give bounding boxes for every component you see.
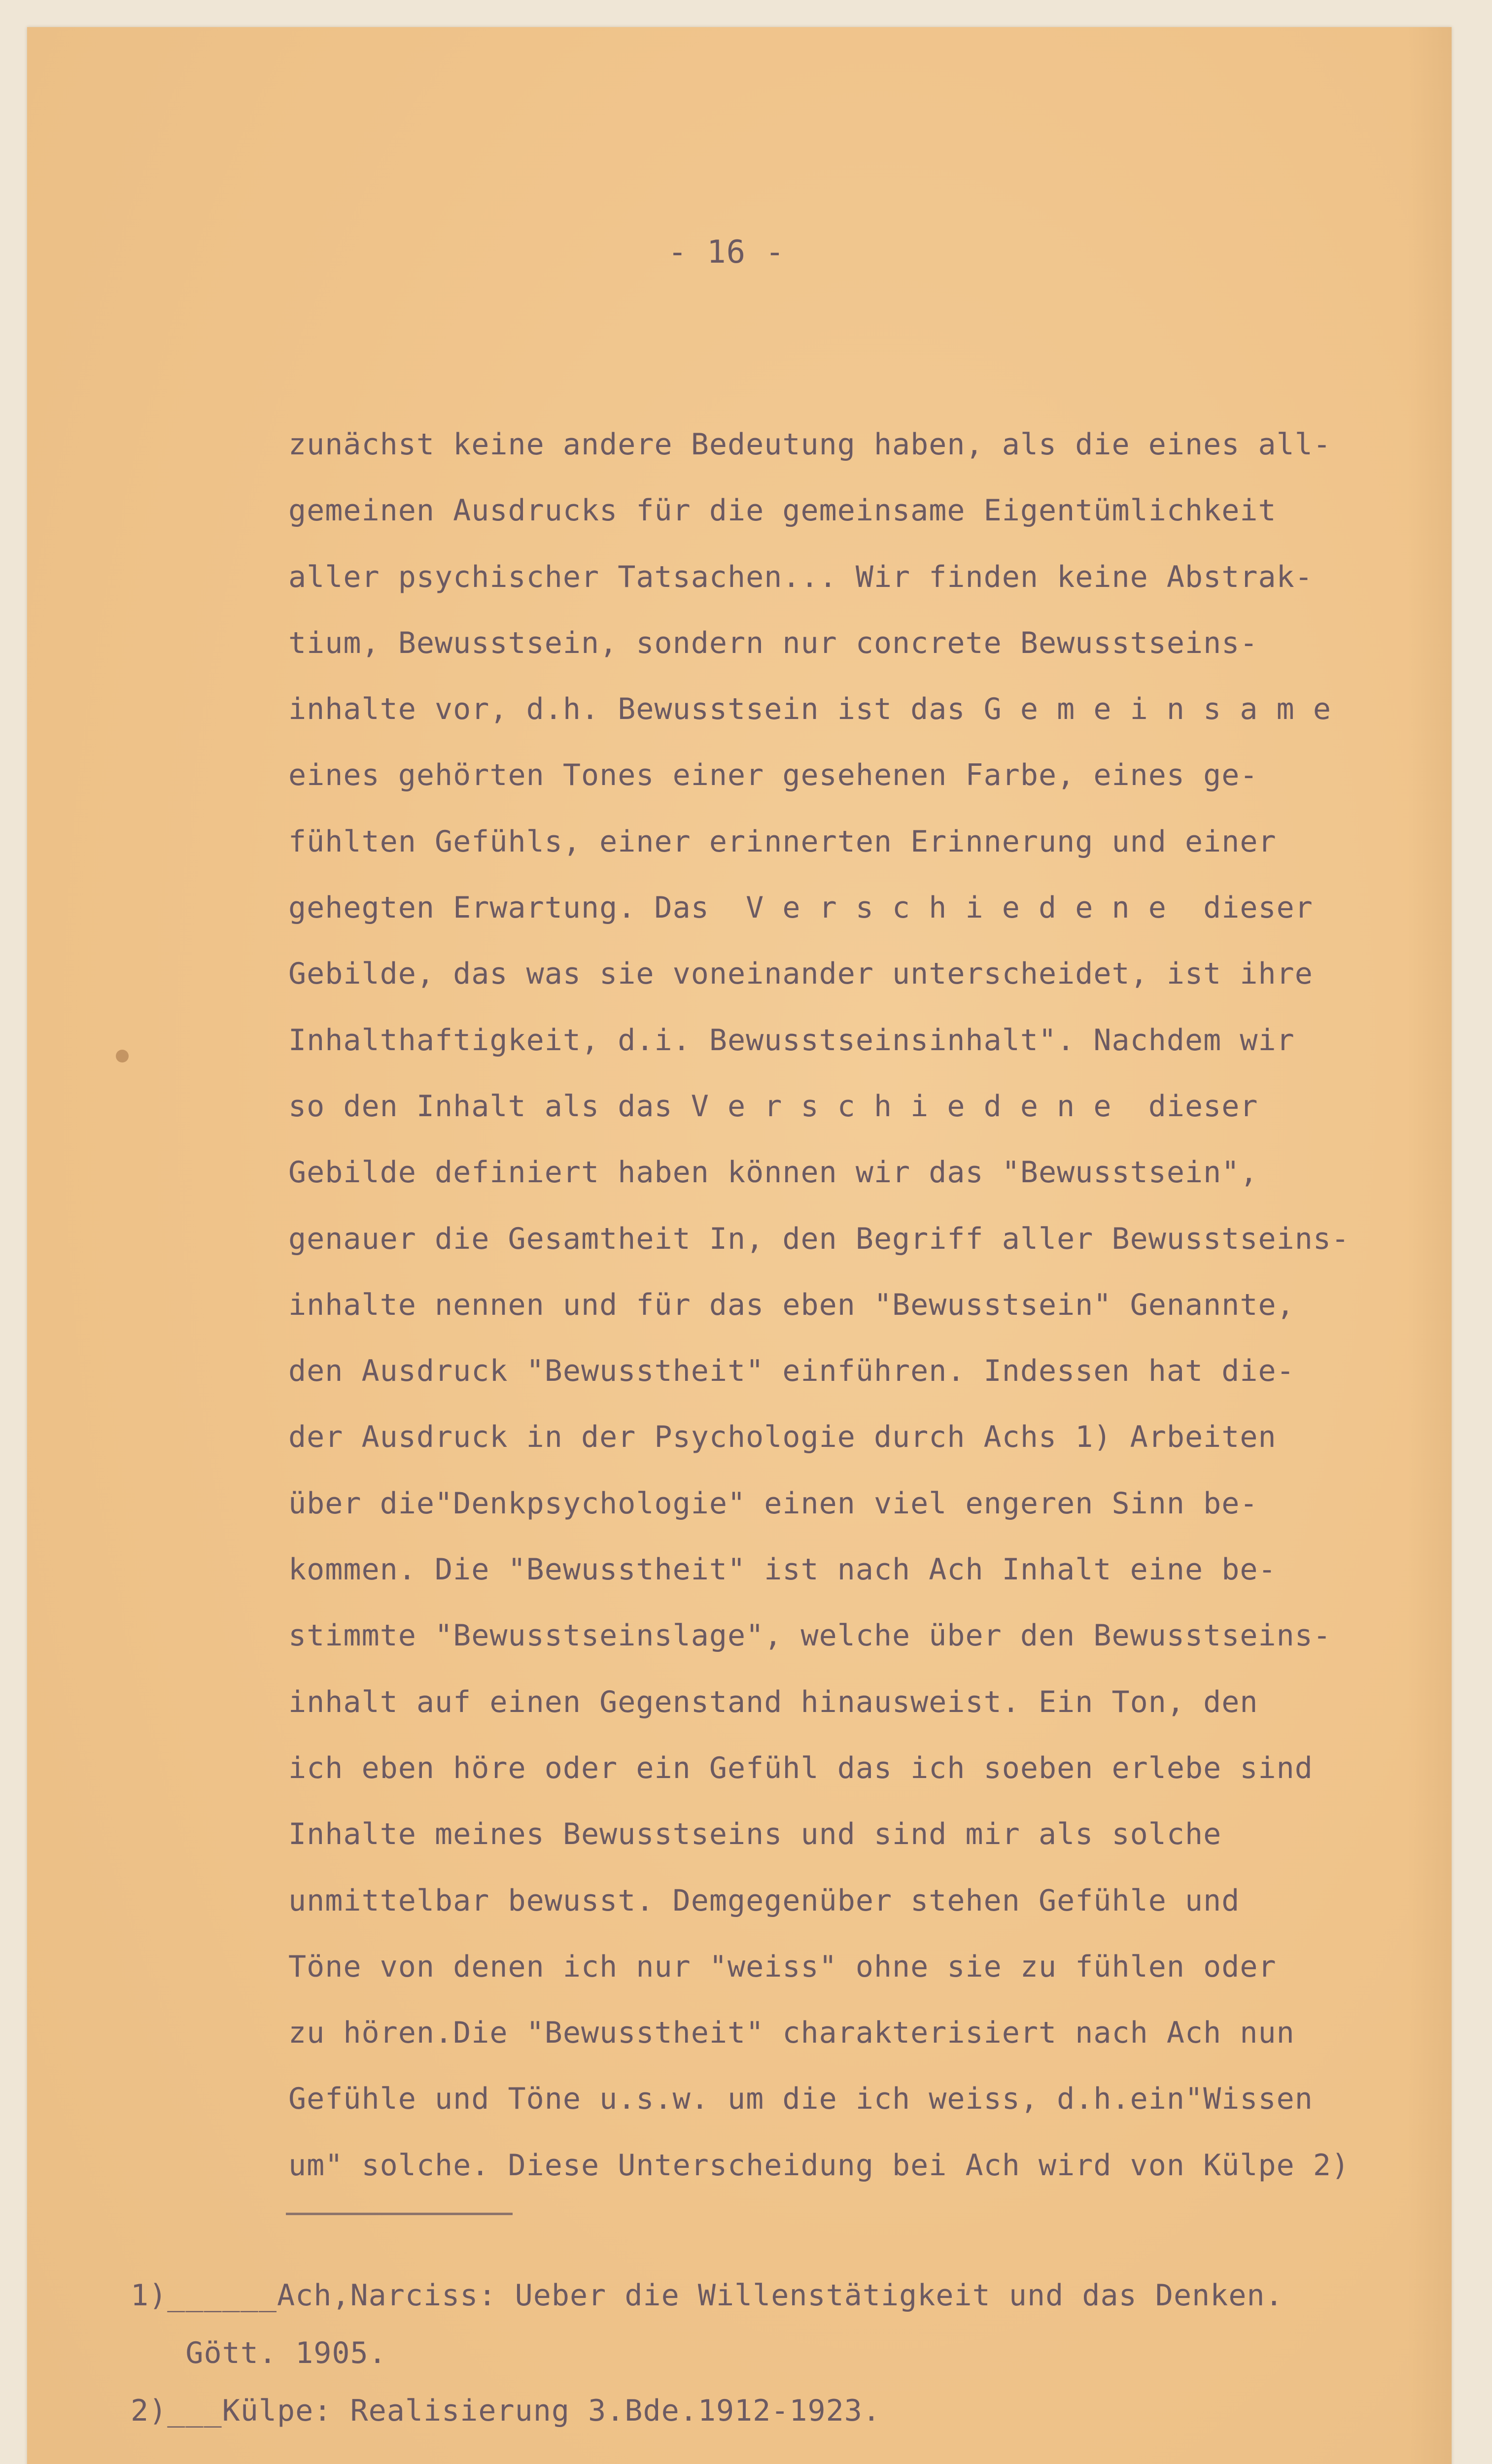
body-line: inhalt auf einen Gegenstand hinausweist. Ein Ton, den xyxy=(288,1684,1258,1719)
body-line: der Ausdruck in der Psychologie durch Achs 1) Arbeiten xyxy=(288,1420,1277,1455)
page-number: - 16 - xyxy=(668,234,785,271)
footnote-line: 1)______Ach,Narciss: Ueber die Willenstätigkeit und das Denken. xyxy=(131,2278,1284,2313)
body-line: gehegten Erwartung. Das V e r s c h i e d e n e dieser xyxy=(288,890,1313,925)
body-line: aller psychischer Tatsachen... Wir finden keine Abstrak- xyxy=(288,559,1313,594)
body-line: inhalte vor, d.h. Bewusstsein ist das G e m e i n s a m e xyxy=(288,692,1332,727)
body-line: so den Inhalt als das V e r s c h i e d e n e dieser xyxy=(288,1089,1258,1124)
body-line: über die"Denkpsychologie" einen viel engeren Sinn be- xyxy=(288,1486,1258,1521)
body-line: fühlten Gefühls, einer erinnerten Erinnerung und einer xyxy=(288,824,1277,859)
body-line: stimmte "Bewusstseinslage", welche über den Bewusstseins- xyxy=(288,1618,1332,1653)
body-line: den Ausdruck "Bewusstheit" einführen. Indessen hat die- xyxy=(288,1354,1295,1389)
body-line: zunächst keine andere Bedeutung haben, als die eines all- xyxy=(288,427,1332,462)
body-line: Gebilde definiert haben können wir das "Bewusstsein", xyxy=(288,1155,1258,1190)
ink-smudge xyxy=(116,1050,129,1062)
body-line: ich eben höre oder ein Gefühl das ich soeben erlebe sind xyxy=(288,1750,1313,1785)
body-line: inhalte nennen und für das eben "Bewusstsein" Genannte, xyxy=(288,1287,1295,1322)
body-line: um" solche. Diese Unterscheidung bei Ach wird von Külpe 2) xyxy=(288,2148,1350,2183)
body-line: Inhalte meines Bewusstseins und sind mir als solche xyxy=(288,1817,1222,1852)
body-line: gemeinen Ausdrucks für die gemeinsame Eigentümlichkeit xyxy=(288,493,1277,528)
footnote-separator xyxy=(286,2213,513,2215)
body-line: unmittelbar bewusst. Demgegenüber stehen Gefühle und xyxy=(288,1883,1240,1918)
body-line: eines gehörten Tones einer gesehenen Farbe, eines ge- xyxy=(288,758,1258,793)
body-line: Töne von denen ich nur "weiss" ohne sie zu fühlen oder xyxy=(288,1949,1277,1984)
body-line: Gebilde, das was sie voneinander unterscheidet, ist ihre xyxy=(288,957,1313,992)
body-line: genauer die Gesamtheit In, den Begriff aller Bewusstseins- xyxy=(288,1221,1350,1256)
page-edge-shadow xyxy=(1407,27,1452,2464)
body-text xyxy=(288,411,1350,2198)
body-line: kommen. Die "Bewusstheit" ist nach Ach Inhalt eine be- xyxy=(288,1552,1277,1587)
body-line: zu hören.Die "Bewusstheit" charakterisiert nach Ach nun xyxy=(288,2016,1295,2051)
footnote-line: 2)___Külpe: Realisierung 3.Bde.1912-1923. xyxy=(131,2394,881,2428)
body-line: Gefühle und Töne u.s.w. um die ich weiss, d.h.ein"Wissen xyxy=(288,2082,1313,2117)
document-page xyxy=(27,27,1452,2464)
footnotes xyxy=(131,2267,1284,2440)
body-line: Inhalthaftigkeit, d.i. Bewusstseinsinhalt". Nachdem wir xyxy=(288,1023,1295,1058)
footnote-line: Gött. 1905. xyxy=(131,2336,387,2370)
body-line: tium, Bewusstsein, sondern nur concrete Bewusstseins- xyxy=(288,625,1258,660)
